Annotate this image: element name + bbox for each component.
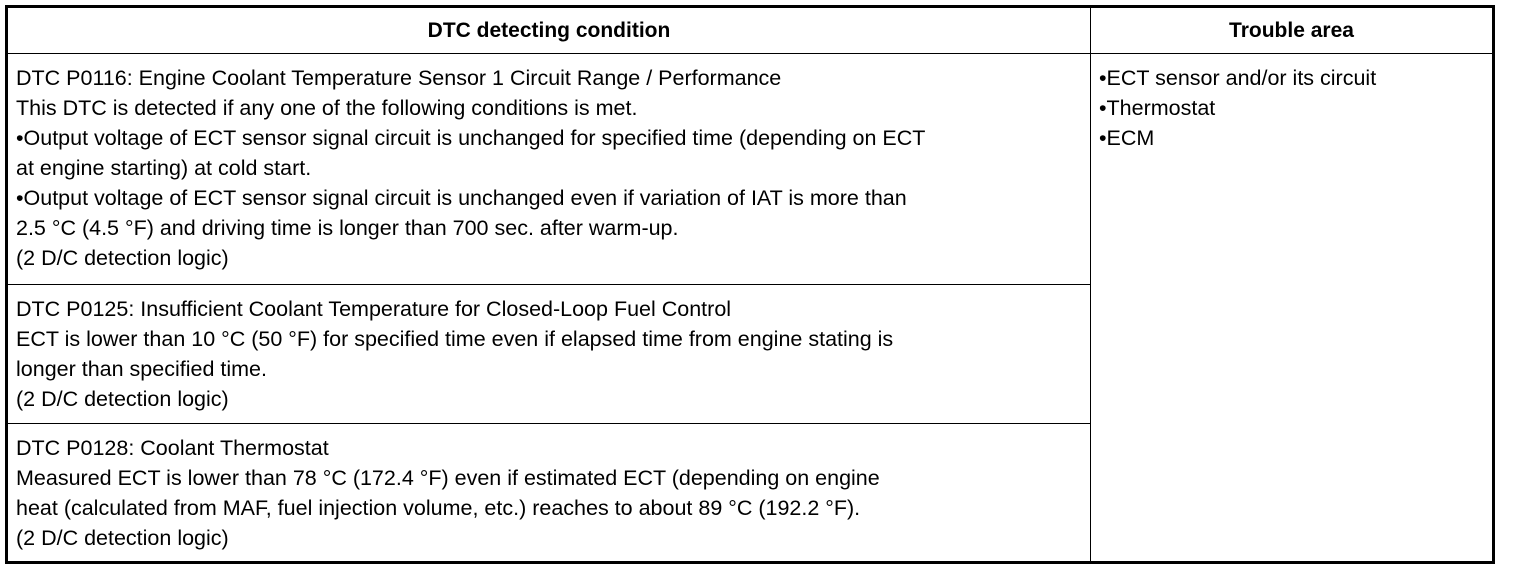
dtc-table bbox=[5, 5, 1495, 564]
condition-cell-p0116 bbox=[7, 54, 1091, 285]
trouble-area-item: •ECT sensor and/or its circuit bbox=[1099, 66, 1377, 90]
table-row bbox=[7, 54, 1494, 285]
condition-title: DTC P0116: Engine Coolant Temperature Sensor 1 Circuit Range / Performance bbox=[16, 66, 782, 90]
condition-text: 2.5 °C (4.5 °F) and driving time is longer than 700 sec. after warm-up. bbox=[16, 216, 679, 240]
condition-text: (2 D/C detection logic) bbox=[16, 246, 229, 270]
header-dtc-detecting-condition: DTC detecting condition bbox=[7, 7, 1091, 54]
condition-text: ECT is lower than 10 °C (50 °F) for specified time even if elapsed time from engine stating is bbox=[16, 327, 894, 351]
condition-text: at engine starting) at cold start. bbox=[16, 156, 312, 180]
trouble-area-item: •Thermostat bbox=[1099, 96, 1216, 120]
condition-text: This DTC is detected if any one of the following conditions is met. bbox=[16, 96, 638, 120]
condition-cell-p0128 bbox=[7, 424, 1091, 563]
condition-text: •Output voltage of ECT sensor signal circuit is unchanged for specified time (depending on ECT bbox=[16, 126, 926, 150]
condition-text: longer than specified time. bbox=[16, 357, 267, 381]
condition-text: heat (calculated from MAF, fuel injection volume, etc.) reaches to about 89 °C (192.2 °F). bbox=[16, 496, 861, 520]
condition-title: DTC P0128: Coolant Thermostat bbox=[16, 436, 329, 460]
header-row bbox=[7, 7, 1494, 54]
condition-text: •Output voltage of ECT sensor signal circuit is unchanged even if variation of IAT is more than bbox=[16, 186, 907, 210]
trouble-area-item: •ECM bbox=[1099, 126, 1155, 150]
header-trouble-area: Trouble area bbox=[1091, 7, 1494, 54]
condition-title: DTC P0125: Insufficient Coolant Temperature for Closed-Loop Fuel Control bbox=[16, 297, 732, 321]
condition-text: (2 D/C detection logic) bbox=[16, 526, 229, 550]
condition-cell-p0125 bbox=[7, 285, 1091, 424]
trouble-area-cell bbox=[1091, 54, 1494, 563]
condition-text: Measured ECT is lower than 78 °C (172.4 °F) even if estimated ECT (depending on engine bbox=[16, 466, 880, 490]
condition-text: (2 D/C detection logic) bbox=[16, 387, 229, 411]
